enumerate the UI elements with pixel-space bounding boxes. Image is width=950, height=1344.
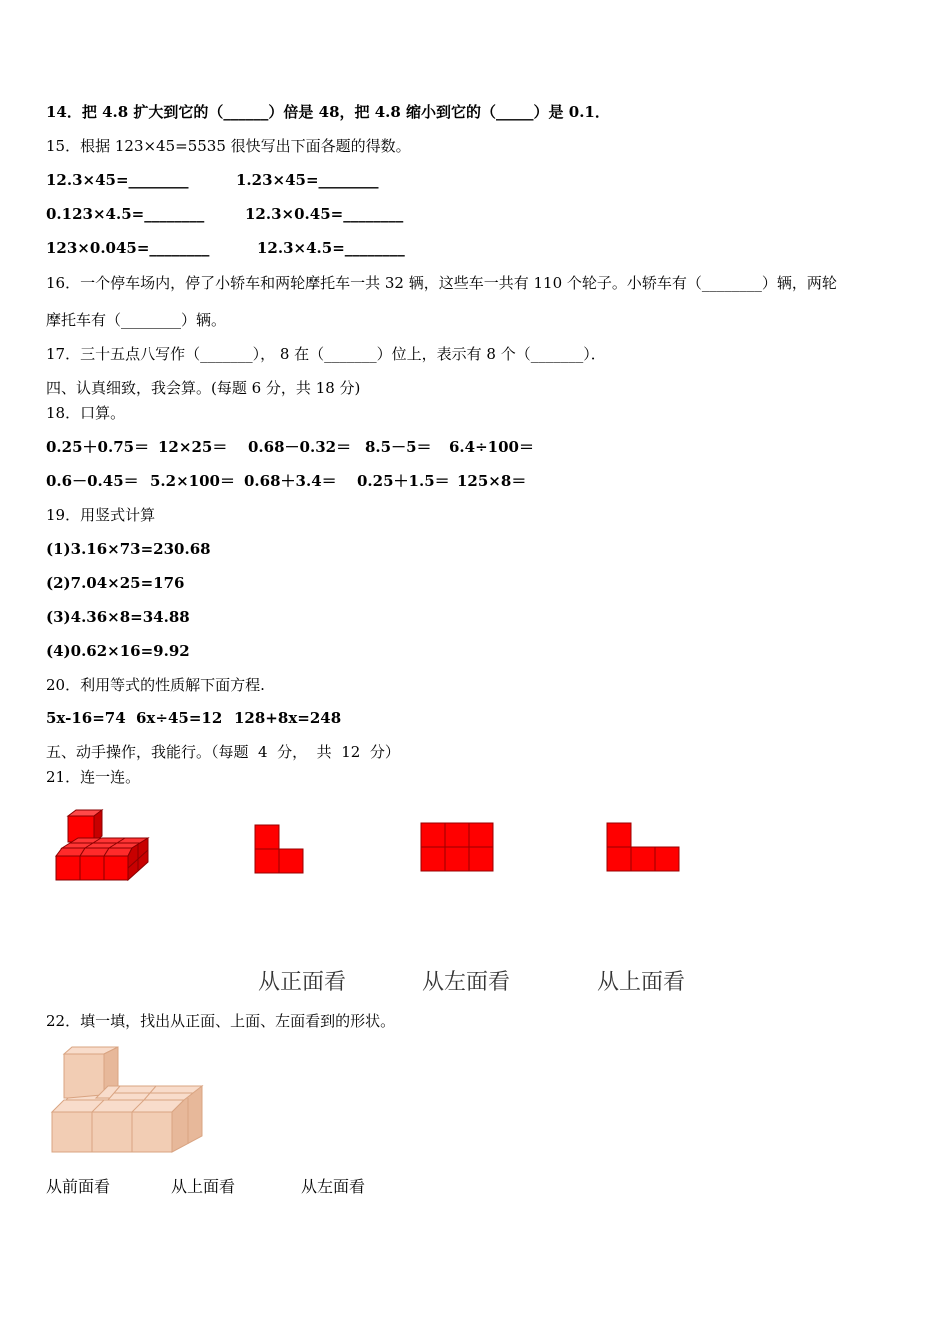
mental-calc: 0.68＋3.4＝ xyxy=(244,472,337,490)
equation: 5x-16=74 xyxy=(46,709,126,727)
question-15-title: 15．根据 123×45=5535 很快写出下面各题的得数。 xyxy=(46,137,411,155)
view-shape-rectangle xyxy=(420,822,496,874)
caption-left-view: 从左面看 xyxy=(422,970,511,995)
calc-item: 12.3×45=________ xyxy=(46,171,189,189)
calc-item: 123×0.045=________ xyxy=(46,239,210,257)
question-18-title: 18．口算。 xyxy=(46,404,126,422)
mental-calc: 125×8＝ xyxy=(457,472,527,490)
question-16-line-1: 16．一个停车场内，停了小轿车和两轮摩托车一共 32 辆，这些车一共有 110 个轮子。小轿车有（________）辆，两轮 xyxy=(46,274,837,292)
mental-calc: 0.68－0.32＝ xyxy=(248,438,352,456)
vertical-calc-item: (4)0.62×16=9.92 xyxy=(46,642,190,660)
view-label-top: 从上面看 xyxy=(171,1177,236,1196)
section-4-heading: 四、认真细致，我会算。(每题 6 分，共 18 分) xyxy=(46,379,361,397)
mental-calc: 12×25＝ xyxy=(158,438,228,456)
equation: 128+8x=248 xyxy=(234,709,342,727)
calc-item: 0.123×4.5=________ xyxy=(46,205,205,223)
question-22-title: 22．填一填，找出从正面、上面、左面看到的形状。 xyxy=(46,1012,396,1030)
question-20-title: 20．利用等式的性质解下面方程. xyxy=(46,676,265,694)
calc-item: 12.3×0.45=________ xyxy=(245,205,404,223)
view-label-front: 从前面看 xyxy=(46,1177,111,1196)
mental-calc: 0.25＋0.75＝ xyxy=(46,438,150,456)
vertical-calc-item: (1)3.16×73=230.68 xyxy=(46,540,211,558)
vertical-calc-item: (2)7.04×25=176 xyxy=(46,574,185,592)
vertical-calc-item: (3)4.36×8=34.88 xyxy=(46,608,190,626)
calc-item: 1.23×45=________ xyxy=(236,171,379,189)
question-21-title: 21．连一连。 xyxy=(46,768,141,786)
caption-top-view: 从上面看 xyxy=(597,970,686,995)
section-5-heading: 五、动手操作，我能行。（每题 4 分， 共 12 分） xyxy=(46,743,400,761)
mental-calc: 6.4÷100＝ xyxy=(449,438,534,456)
mental-calc: 0.6－0.45＝ xyxy=(46,472,139,490)
view-shape-l xyxy=(254,824,306,874)
question-14: 14．把 4.8 扩大到它的（______）倍是 48，把 4.8 缩小到它的（_____）是 0.1． xyxy=(46,103,610,121)
red-cube-figure xyxy=(52,808,152,884)
calc-item: 12.3×4.5=________ xyxy=(257,239,405,257)
question-17: 17．三十五点八写作（_______）， 8 在（_______）位上，表示有 8 个（_______）． xyxy=(46,345,606,363)
view-label-left: 从左面看 xyxy=(301,1177,366,1196)
mental-calc: 8.5－5＝ xyxy=(365,438,432,456)
peach-cube-figure xyxy=(48,1044,208,1156)
mental-calc: 5.2×100＝ xyxy=(150,472,235,490)
caption-front-view: 从正面看 xyxy=(258,970,347,995)
mental-calc: 0.25＋1.5＝ xyxy=(357,472,450,490)
view-shape-long-l xyxy=(606,822,682,874)
question-16-line-2: 摩托车有（________）辆。 xyxy=(46,311,227,329)
equation: 6x÷45=12 xyxy=(136,709,223,727)
question-19-title: 19．用竖式计算 xyxy=(46,506,156,524)
